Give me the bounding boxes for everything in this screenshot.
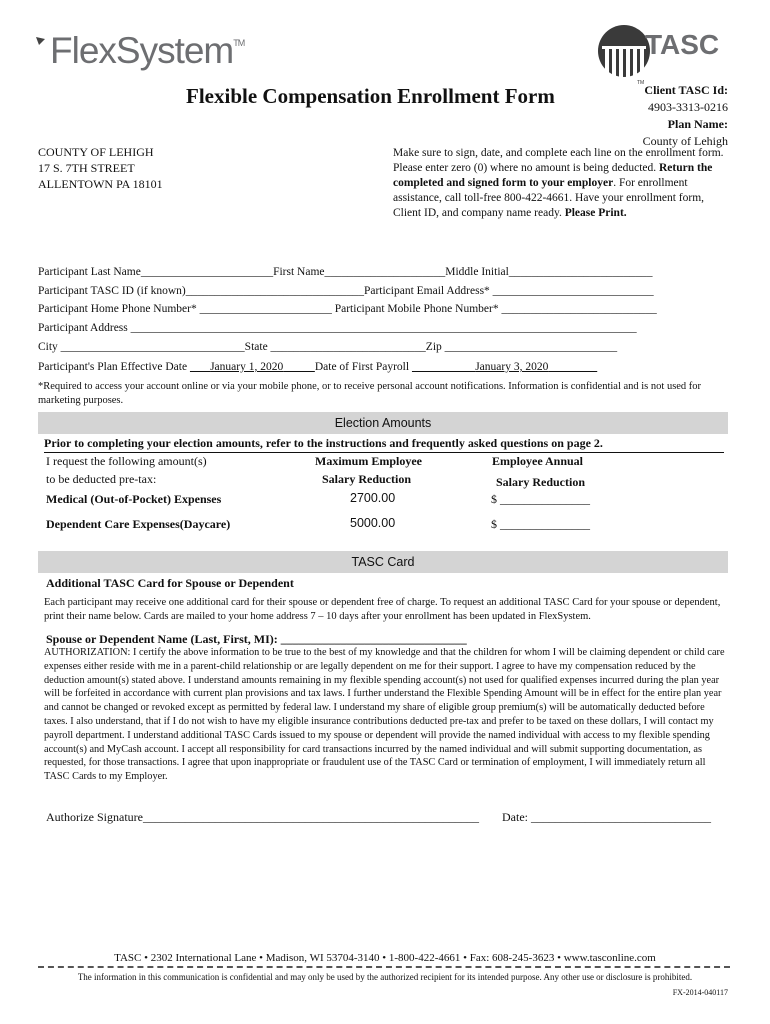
- instructions: [393, 146, 733, 221]
- dependent-care-label: Dependent Care Expenses(Daycare): [46, 517, 231, 531]
- tasc-logo: [595, 22, 735, 88]
- footer-divider: [38, 966, 730, 968]
- tasc-card-paragraph: Each participant may receive one additional card for their spouse or dependent free of charge. To request an additional TASC Card for your spouse or dependent, print their name below. Cards are mailed to your home address 7 – 10 days after your enrollment has been updated in FlexSystem.: [44, 597, 721, 622]
- spouse-name-row: [46, 632, 467, 647]
- election-intro: Prior to completing your election amounts, refer to the instructions and frequently asked questions on page 2.: [44, 436, 724, 453]
- first-payroll-label: Date of First Payroll: [314, 361, 410, 373]
- plan-name-value: County of Lehigh: [642, 134, 728, 148]
- col-max-line-2: Salary Reduction: [322, 472, 412, 486]
- address-line-2: 17 S. 7TH STREET: [38, 161, 135, 175]
- medical-expenses-label: Medical (Out-of-Pocket) Expenses: [46, 492, 222, 506]
- participant-id-email-row[interactable]: Participant TASC ID (if known)_______________________________Participant Email Address* ____________________________: [38, 285, 654, 297]
- tasc-card-heading: Additional TASC Card for Spouse or Dependent: [46, 576, 294, 590]
- request-line-1: I request the following amount(s): [46, 454, 207, 468]
- form-title: Flexible Compensation Enrollment Form: [186, 84, 555, 108]
- first-payroll-value[interactable]: January 3, 2020: [475, 361, 549, 373]
- footer-confidential: The information in this communication is confidential and may only be used by the authorized recipient for its intended purpose. Any other use or disclosure is prohibited.: [77, 972, 693, 982]
- election-amounts-bar: Election Amounts: [38, 412, 728, 434]
- dependent-care-annual-field[interactable]: $ _______________: [491, 517, 590, 531]
- date-label: Date:: [502, 810, 528, 824]
- employer-address: [38, 144, 163, 192]
- date-row: [502, 810, 711, 825]
- participant-name-row[interactable]: Participant Last Name_______________________First Name_____________________Middle Initial_________________________: [38, 266, 653, 278]
- participant-address-row[interactable]: Participant Address ________________________________________________________________________________________: [38, 322, 637, 334]
- tasc-logo-tm: TM: [637, 80, 645, 86]
- signature-field[interactable]: ________________________________________________________: [142, 810, 479, 824]
- col-max-line-1: Maximum Employee: [315, 454, 422, 468]
- participant-phone-row[interactable]: Participant Home Phone Number* _______________________ Participant Mobile Phone Number* ___________________________: [38, 303, 657, 315]
- spouse-name-field[interactable]: _______________________________: [280, 632, 467, 646]
- signature-label: Authorize Signature: [46, 810, 143, 824]
- instructions-bold-2: Please Print.: [564, 207, 627, 219]
- flexsystem-logo-tm: TM: [233, 38, 245, 48]
- medical-annual-field[interactable]: $ _______________: [491, 492, 590, 506]
- flexsystem-logo-text: FlexSystem: [50, 30, 234, 71]
- col-annual-line-1: Employee Annual: [492, 454, 584, 468]
- plan-name-label: Plan Name:: [667, 117, 728, 131]
- spouse-name-label: Spouse or Dependent Name (Last, First, MI):: [46, 632, 278, 646]
- address-line-1: COUNTY OF LEHIGH: [38, 145, 154, 159]
- client-id-label: Client TASC Id:: [644, 83, 728, 97]
- participant-city-row[interactable]: City ________________________________State ___________________________Zip ______________________________: [38, 341, 618, 353]
- address-line-3: ALLENTOWN PA 18101: [38, 177, 163, 191]
- dependent-care-max-value: 5000.00: [350, 516, 396, 530]
- tasc-card-bar: TASC Card: [38, 551, 728, 573]
- date-field[interactable]: ______________________________: [531, 810, 711, 824]
- client-id-value: 4903-3313-0216: [648, 100, 728, 114]
- instructions-bold-1: Return the completed and signed form to your employer: [393, 162, 713, 189]
- plan-dates-row: [38, 361, 597, 373]
- footer-form-code: FX-2014-040117: [672, 988, 728, 997]
- footer-contact: TASC • 2302 International Lane • Madison, WI 53704-3140 • 1-800-422-4661 • Fax: 608-245-3623 • www.tasconline.com: [114, 952, 656, 964]
- authorization-text: AUTHORIZATION: I certify the above information to be true to the best of my knowledge and that the children for whom I will be claiming dependent or child care expenses either reside with me in a parent-child relationship or are legally dependent on me for their support. I agree to have my compensation reduced by the deduction amount(s) stated above. I understand amounts remaining in my flexible spending account(s) not used for qualified expenses incurred during the plan year will be forfeited in accordance with current plan provisions and tax laws. I further understand the Flexible Spending Amount will be in effect for the entire plan year and cannot be changed or revoked except as permitted by federal law. I understand my share of eligible group premium(s) will be automatically deducted before taxes. I also understand, that if I do not wish to have my eligible insurance contributions deducted pre-tax and prefer to be taxed on these dollars, I will contact my payroll department. I understand additional TASC Cards issued to my spouse or dependent will provide the named individual with access to my flexible spending account(s) and MyCash account. I accept all responsibility for card transactions incurred by the named individual and will submit supporting documentation, as requested, for those transactions. I agree that upon inappropriate or fraudulent use of the TASC Card or termination of employment, I will immediately return all TASC Cards to my Employer.: [44, 647, 725, 783]
- col-annual-line-2: Salary Reduction: [496, 475, 586, 489]
- flexsystem-logo: [36, 30, 244, 72]
- required-note: *Required to access your account online or via your mobile phone, or to receive personal account notifications. Information is confidential and is not used for marketing purposes.: [38, 381, 702, 406]
- signature-row: [46, 810, 479, 825]
- request-line-2: to be deducted pre-tax:: [46, 472, 157, 486]
- instructions-text-2: . For enrollment assistance, call toll-free 800-422-4661. Have your enrollment form, Client ID, and company name ready.: [393, 177, 705, 219]
- tasc-logo-text: TASC: [645, 29, 720, 60]
- medical-max-value: 2700.00: [350, 491, 396, 505]
- effective-date-value[interactable]: January 1, 2020: [210, 361, 284, 373]
- effective-date-label: Participant's Plan Effective Date: [38, 361, 188, 373]
- instructions-text-1: Make sure to sign, date, and complete each line on the enrollment form. Please enter zero (0) where no amount is being deducted.: [393, 147, 724, 174]
